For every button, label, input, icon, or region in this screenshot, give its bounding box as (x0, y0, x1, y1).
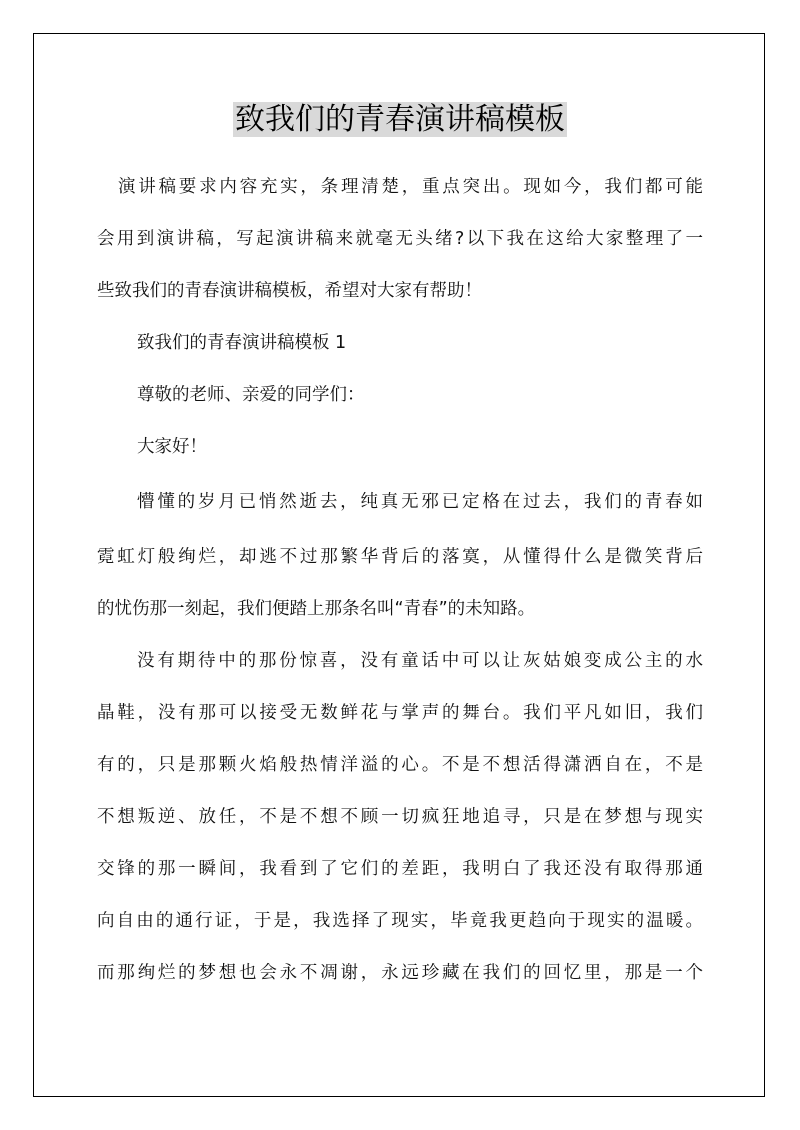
paragraph-line-12: 有的，只是那颗火焰般热情洋溢的心。不是不想活得潇洒自在，不是 (97, 755, 703, 775)
paragraph-line-10: 没有期待中的那份惊喜，没有童话中可以让灰姑娘变成公主的水 (137, 651, 703, 671)
document-title-text: 致我们的青春演讲稿模板 (235, 102, 565, 137)
paragraph-line-16: 而那绚烂的梦想也会永不凋谢，永远珍藏在我们的回忆里，那是一个 (97, 963, 703, 983)
paragraph-line-14: 交锋的那一瞬间，我看到了它们的差距，我明白了我还没有取得那通 (97, 859, 703, 879)
paragraph-line-13: 不想叛逆、放任，不是不想不顾一切疯狂地追寻，只是在梦想与现实 (97, 807, 703, 827)
paragraph-line-7: 懵懂的岁月已悄然逝去，纯真无邪已定格在过去，我们的青春如 (137, 492, 703, 512)
paragraph-line-1: 演讲稿要求内容充实，条理清楚，重点突出。现如今，我们都可能 (118, 177, 703, 197)
paragraph-line-2: 会用到演讲稿，写起演讲稿来就毫无头绪?以下我在这给大家整理了一 (97, 229, 703, 249)
greeting: 大家好！ (137, 437, 207, 457)
paragraph-line-9: 的忧伤那一刻起，我们便踏上那条名叫“青春”的未知路。 (97, 599, 536, 619)
paragraph-line-11: 晶鞋，没有那可以接受无数鲜花与掌声的舞台。我们平凡如旧，我们 (97, 703, 703, 723)
document-title (0, 98, 800, 142)
salutation: 尊敬的老师、亲爱的同学们： (137, 385, 365, 405)
paragraph-line-15: 向自由的通行证，于是，我选择了现实，毕竟我更趋向于现实的温暖。 (97, 911, 703, 931)
paragraph-line-3: 些致我们的青春演讲稿模板，希望对大家有帮助！ (97, 281, 482, 301)
section-heading: 致我们的青春演讲稿模板 1 (137, 333, 347, 353)
paragraph-line-8: 霓虹灯般绚烂，却逃不过那繁华背后的落寞，从懂得什么是微笑背后 (97, 547, 703, 567)
